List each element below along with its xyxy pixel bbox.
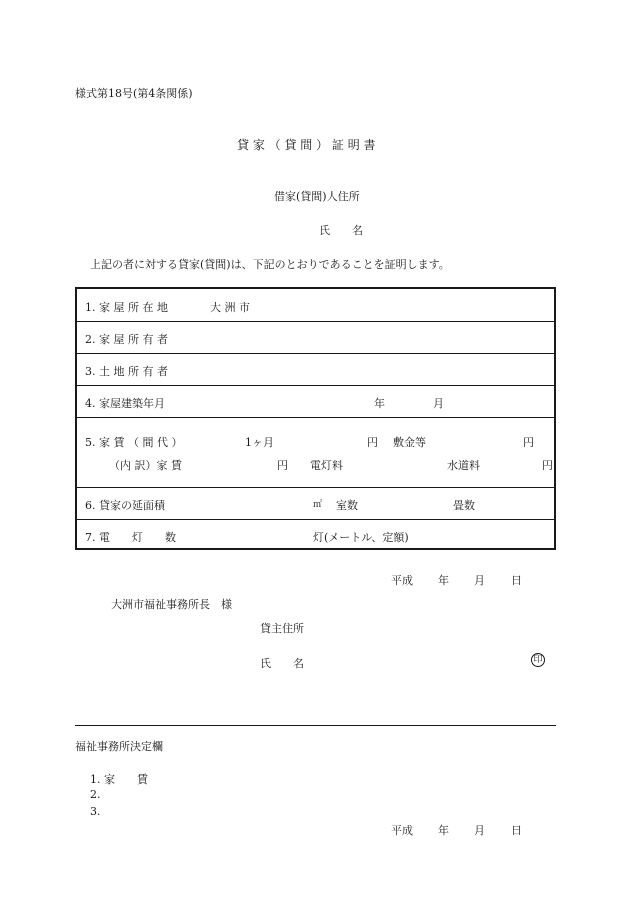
row-rent-deposit: 敷金等 [393,436,426,449]
row-rent-electric: 電灯料 [310,459,343,472]
borrower-address-label: 借家(貸間)人住所 [274,190,360,203]
decision-item-3: 3. [90,805,101,818]
row-location-label: 1. 家 屋 所 在 地 [85,301,168,314]
decision-item-1: 1. 家 賃 [90,773,148,786]
row-rent-per-month: 1ヶ月 [245,436,274,449]
date-era: 平成 [391,574,413,587]
document-title: 貸 家 （ 貸 間 ） 証 明 書 [237,138,376,152]
details-table [75,287,556,550]
row-rent-deposit-yen: 円 [523,436,534,449]
row-rent-water: 水道料 [447,459,480,472]
row-rent-water-yen: 円 [542,459,553,472]
section-divider [75,725,556,726]
row-built-month: 月 [433,397,444,410]
row-rent-breakdown-yen: 円 [277,459,288,472]
row-built-label: 4. 家屋建築年月 [85,397,165,410]
row-lights-value: 灯(メートル、定額) [313,531,409,544]
addressee: 大洲市福祉事務所長 様 [111,598,232,611]
date-year: 年 [438,574,449,587]
decision-date-day: 日 [511,824,522,837]
certification-statement: 上記の者に対する貸家(貸間)は、下記のとおりであることを証明します。 [90,258,450,271]
row-rent-yen: 円 [367,436,378,449]
row-rent-breakdown-label: （内 訳）家 賃 [109,459,182,472]
row-house-owner-label: 2. 家 屋 所 有 者 [85,333,168,346]
row-floor-area-label: 6. 貸家の延面積 [85,499,165,512]
row-built-year: 年 [374,397,385,410]
decision-date-year: 年 [438,824,449,837]
decision-date-era: 平成 [391,824,413,837]
row-floor-area-rooms: 室数 [336,499,358,512]
row-lights-label: 7. 電 灯 数 [85,531,176,544]
date-day: 日 [511,574,522,587]
row-rent-label: 5. 家 賃 （ 間 代 ） [85,436,183,449]
row-location-value: 大 洲 市 [210,301,250,314]
form-number: 様式第18号(第4条関係) [75,87,193,100]
row-land-owner-label: 3. 土 地 所 有 者 [85,365,168,378]
borrower-name-label: 氏 名 [319,224,363,237]
decision-heading: 福祉事務所決定欄 [75,740,163,753]
decision-date-month: 月 [474,824,485,837]
date-month: 月 [474,574,485,587]
lender-name-label: 氏 名 [260,657,304,670]
seal-mark: 印 [531,653,545,667]
decision-item-2: 2. [90,788,101,801]
row-floor-area-tatami: 畳数 [453,499,475,512]
lender-address-label: 貸主住所 [260,622,304,635]
row-floor-area-unit: ㎡ [313,500,323,510]
